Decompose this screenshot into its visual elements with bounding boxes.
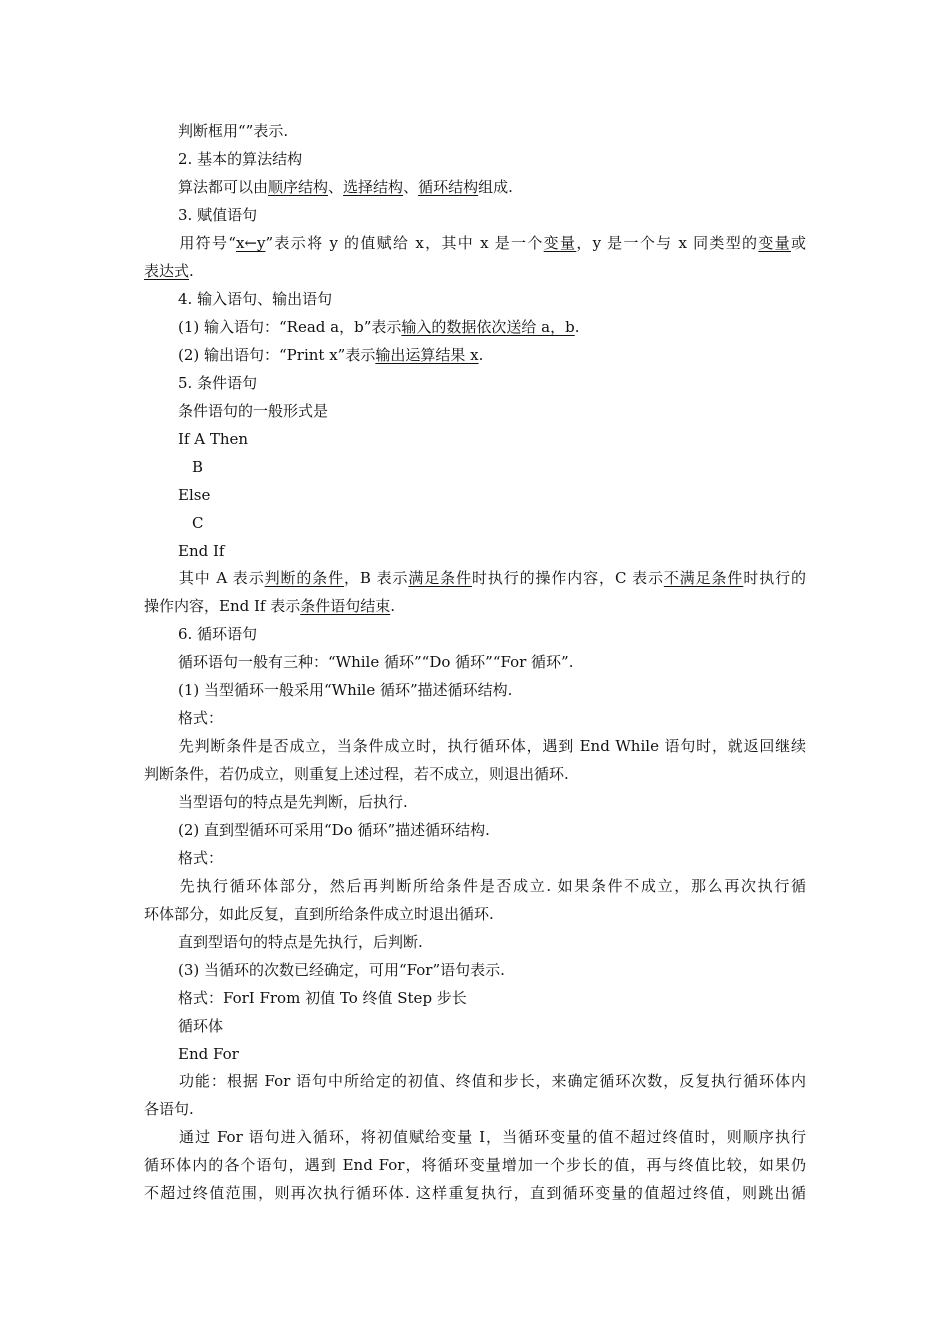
paragraph-line: 格式： [178, 849, 224, 867]
code-line: 循环体 [178, 1017, 224, 1035]
paragraph-line [144, 596, 395, 616]
section-heading: 4. 输入语句、输出语句 [178, 290, 333, 308]
text-span: 、 [403, 178, 419, 196]
text-span: 先执行循环体部分，然后再判断所给条件是否成立. 如果条件不成立，那么再次执行循 [178, 877, 806, 895]
underlined-answer: 表达式 [144, 262, 190, 280]
paragraph-line [178, 317, 580, 337]
underlined-answer: 满足条件 [408, 569, 472, 587]
underlined-answer: 不满足条件 [663, 569, 744, 587]
text-span: . [390, 597, 396, 615]
underlined-answer: 变量 [758, 234, 791, 252]
text-span: ，B 表示 [344, 569, 409, 587]
underlined-answer: 选择结构 [343, 178, 404, 196]
text-span: 通过 For 语句进入循环，将初值赋给变量 I，当循环变量的值不超过终值时，则顺序执行 [178, 1128, 806, 1146]
underlined-answer: 输出运算结果 x [375, 346, 479, 364]
code-line: 格式：ForI From 初值 To 终值 Step 步长 [178, 989, 467, 1007]
text-span: 时执行的操作内容，C 表示 [471, 569, 664, 587]
text-span: 或 [790, 234, 806, 252]
paragraph-line: 循环语句一般有三种：“While 循环”“Do 循环”“For 循环”. [178, 653, 574, 671]
text-span: ，y 是一个与 x 同类型的 [576, 234, 759, 252]
code-line: End If [178, 542, 225, 560]
text-span: 用符号“ [178, 234, 236, 252]
paragraph-line [178, 345, 483, 365]
paragraph-line: 条件语句的一般形式是 [178, 402, 329, 420]
text-span: 算法都可以由 [178, 178, 269, 196]
code-line: B [192, 458, 204, 476]
paragraph-line: 不超过终值范围，则再次执行循环体. 这样重复执行，直到循环变量的值超过终值，则跳出循 [144, 1184, 806, 1202]
text-span: ”表示将 y 的值赋给 x，其中 x 是一个 [265, 234, 544, 252]
paragraph-line [144, 233, 806, 253]
code-line: End For [178, 1045, 239, 1063]
underlined-answer: 循环结构 [418, 178, 479, 196]
paragraph-line [144, 261, 194, 281]
text-span: 操作内容，End If 表示 [144, 597, 301, 615]
paragraph-line: 判断框用“”表示. [178, 122, 289, 140]
paragraph-line: 各语句. [144, 1100, 194, 1118]
paragraph-line: 当型语句的特点是先判断，后执行. [178, 793, 408, 811]
text-span: . [478, 346, 484, 364]
section-heading: 5. 条件语句 [178, 374, 258, 392]
underlined-answer: 变量 [543, 234, 577, 252]
section-heading: 3. 赋值语句 [178, 206, 258, 224]
paragraph-line: 格式： [178, 709, 224, 727]
paragraph-line: 判断条件，若仍成立，则重复上述过程，若不成立，则退出循环. [144, 765, 569, 783]
paragraph-line: 循环体内的各个语句，遇到 End For，将循环变量增加一个步长的值，再与终值比较，如果仍 [144, 1156, 806, 1174]
text-span: 功能：根据 For 语句中所给定的初值、终值和步长，来确定循环次数，反复执行循环体内 [178, 1072, 806, 1090]
paragraph-line [144, 736, 806, 756]
underlined-answer: 判断的条件 [264, 569, 345, 587]
paragraph-line [144, 876, 806, 896]
paragraph-line [144, 1071, 806, 1091]
text-span: 时执行的 [743, 569, 806, 587]
section-heading: 6. 循环语句 [178, 625, 258, 643]
text-span: 先判断条件是否成立，当条件成立时，执行循环体，遇到 End While 语句时，就返回继续 [178, 737, 806, 755]
text-span: (1) 输入语句：“Read a，b”表示 [178, 318, 402, 336]
text-span: 、 [328, 178, 344, 196]
underlined-answer: x←y [235, 234, 266, 252]
section-heading: 2. 基本的算法结构 [178, 150, 303, 168]
text-span: (2) 输出语句：“Print x”表示 [178, 346, 376, 364]
code-line: Else [178, 486, 211, 504]
paragraph-line: (2) 直到型循环可采用“Do 循环”描述循环结构. [178, 821, 490, 839]
paragraph-line [178, 177, 513, 197]
code-line: If A Then [178, 430, 249, 448]
paragraph-line [144, 1127, 806, 1147]
paragraph-line [144, 568, 806, 588]
paragraph-line: (1) 当型循环一般采用“While 循环”描述循环结构. [178, 681, 513, 699]
text-span: 其中 A 表示 [178, 569, 265, 587]
underlined-answer: 顺序结构 [268, 178, 329, 196]
text-span: . [189, 262, 194, 280]
text-span: . [574, 318, 580, 336]
text-span: 组成. [478, 178, 513, 196]
code-line: C [192, 514, 204, 532]
paragraph-line: 环体部分，如此反复，直到所给条件成立时退出循环. [144, 905, 494, 923]
underlined-answer: 条件语句结束 [300, 597, 391, 615]
underlined-answer: 输入的数据依次送给 a，b [401, 318, 575, 336]
paragraph-line: (3) 当循环的次数已经确定，可用“For”语句表示. [178, 961, 505, 979]
paragraph-line: 直到型语句的特点是先执行，后判断. [178, 933, 423, 951]
